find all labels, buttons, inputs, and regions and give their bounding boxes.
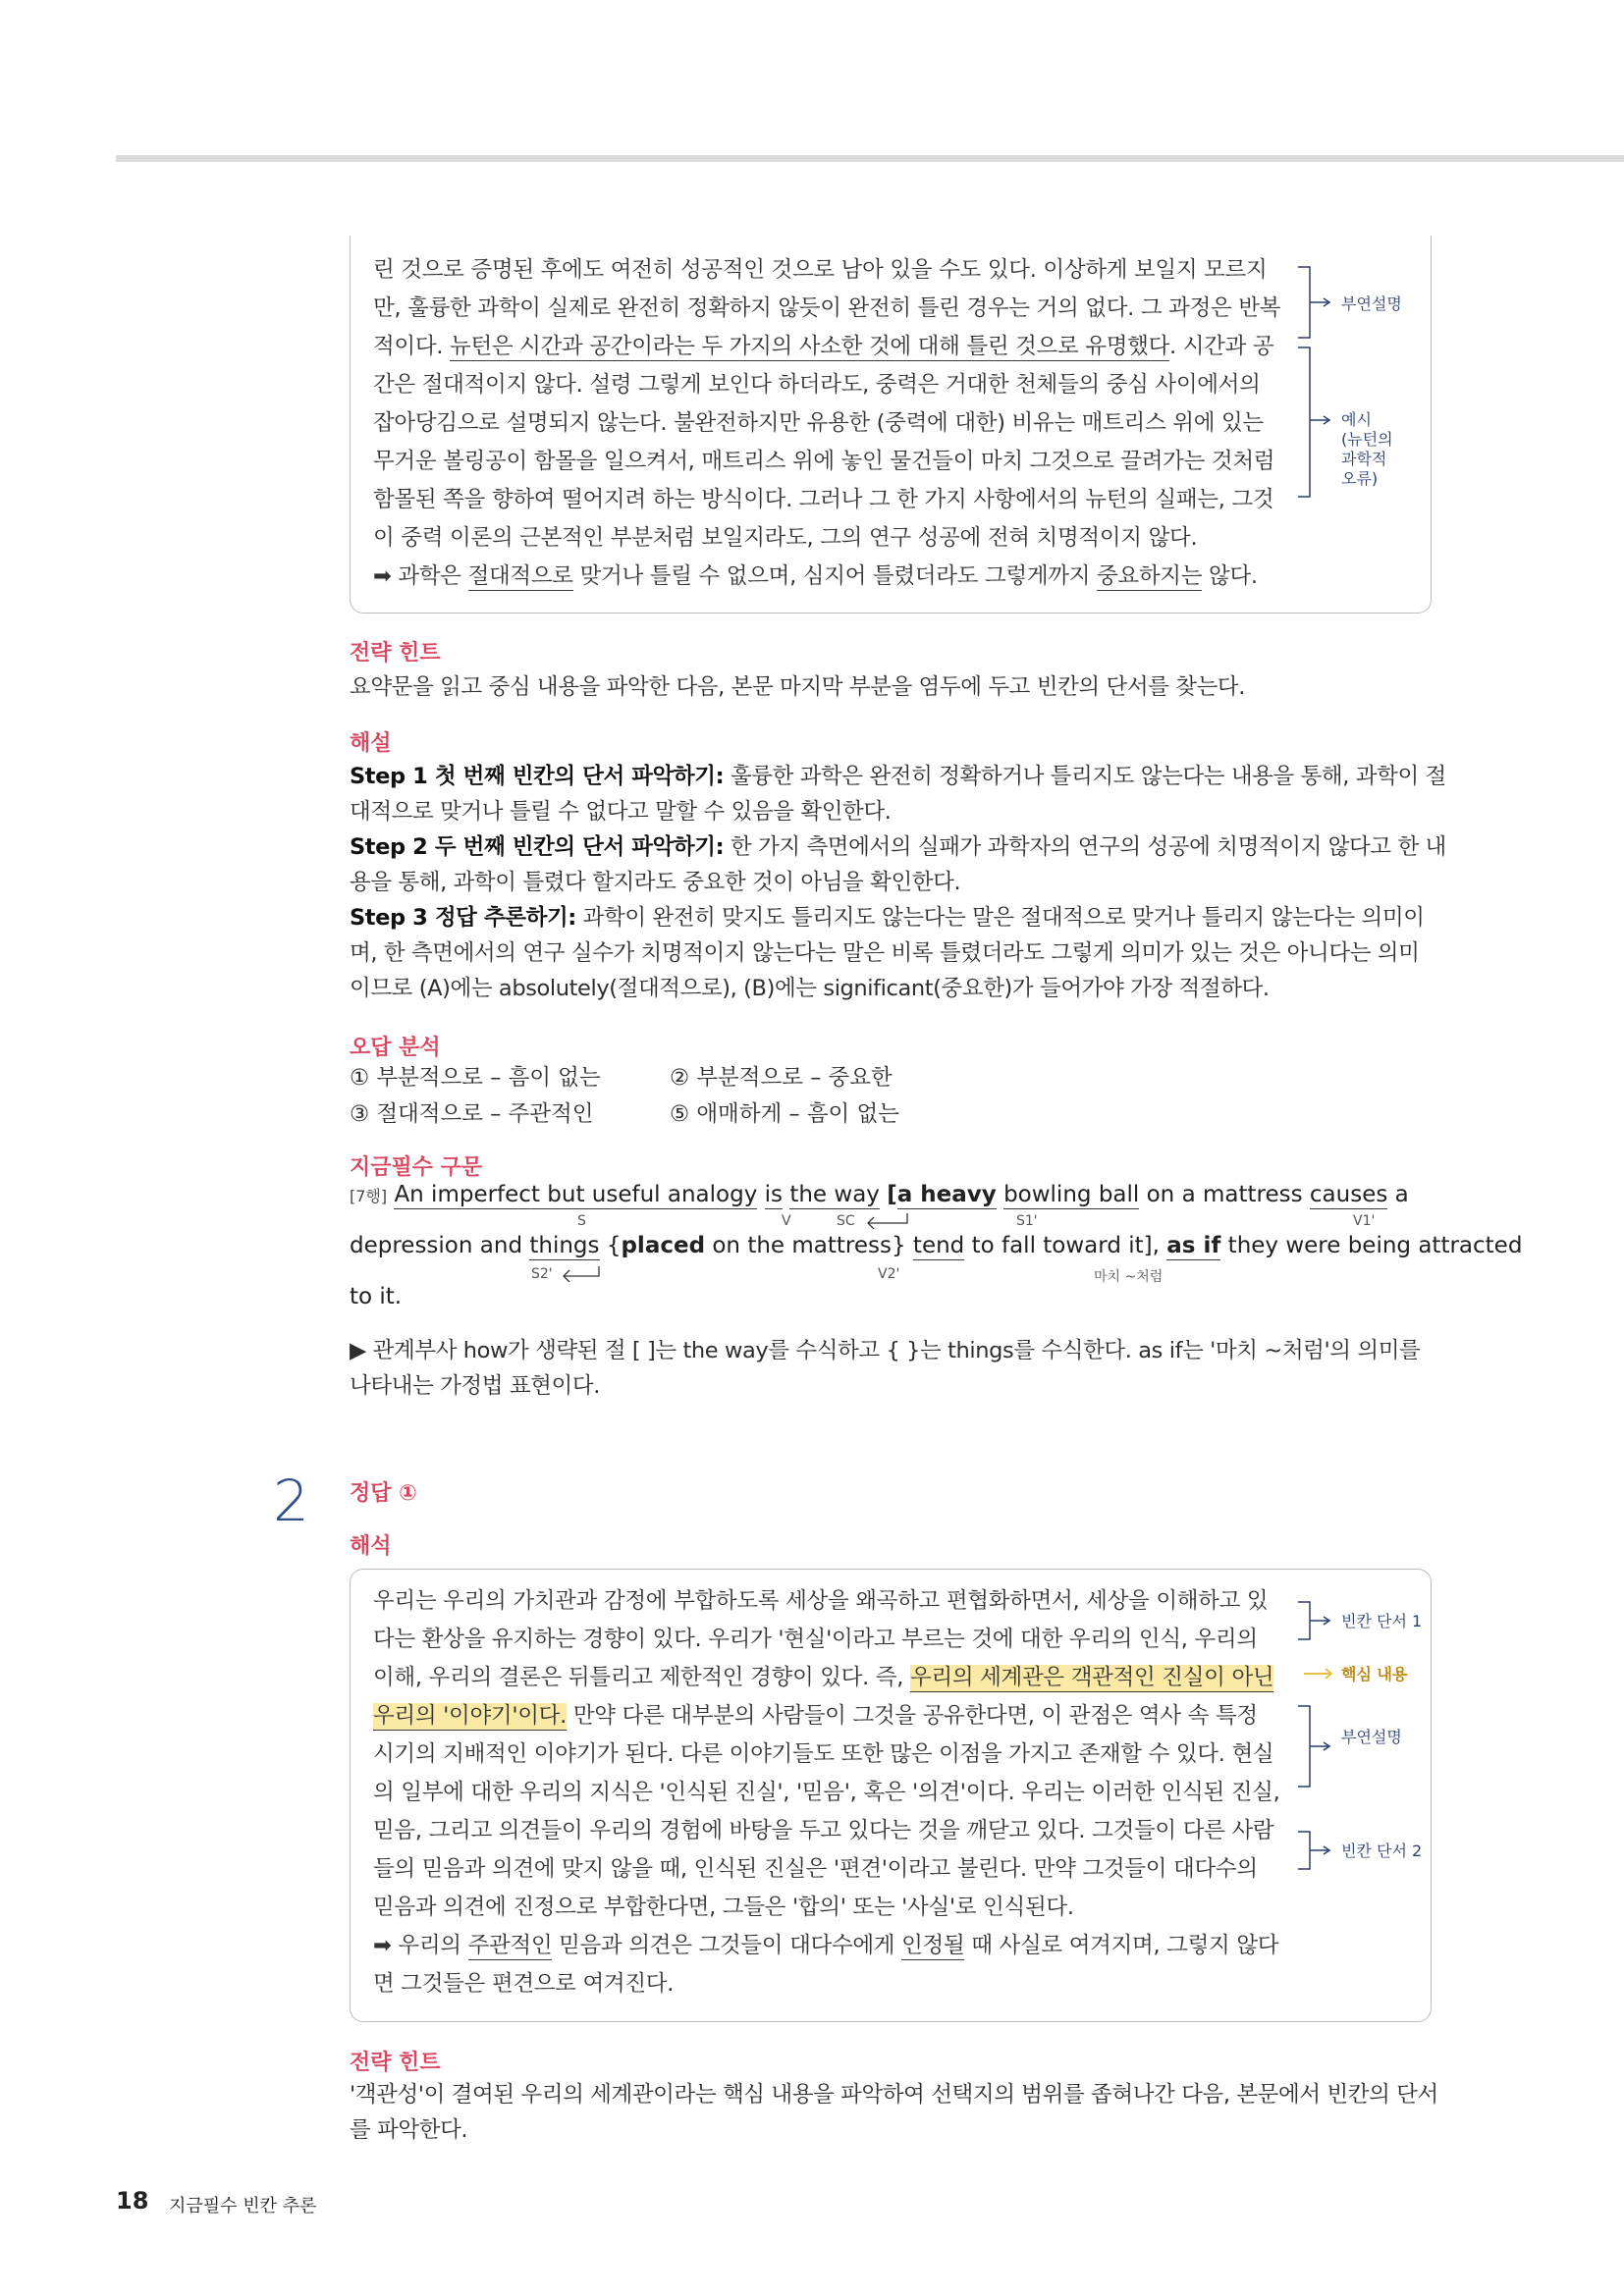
grammar-line-3: to it. bbox=[350, 1284, 403, 1309]
answer-label: 정답 ① bbox=[350, 1481, 417, 1506]
grammar-line-2: depression and things {placed on the mattress} tend to fall toward it], as if they were being attracted bbox=[350, 1233, 1523, 1258]
passage-line: 이 중력 이론의 근본적인 부분처럼 보일지라도, 그의 연구 성공에 전혀 치명적이지 않다. bbox=[373, 525, 1198, 551]
note-elaboration-2: 부연설명 bbox=[1341, 1728, 1402, 1746]
top-rule bbox=[116, 155, 1624, 162]
arrow-icon bbox=[560, 1264, 605, 1282]
grammar-note: ▶ 관계부사 how가 생략된 절 [ ]는 the way를 수식하고 { }는 things를 수식한다. as if는 '마치 ~처럼'의 의미를 나타내는 가정법 표현이다. bbox=[350, 1338, 1421, 1399]
label-subject: S bbox=[577, 1213, 586, 1229]
label-s1: S1' bbox=[1016, 1213, 1038, 1229]
passage-line: 무거운 볼링공이 함몰을 일으켜서, 매트리스 위에 놓인 물건들이 마치 그것으로 끌려가는 것처럼 bbox=[373, 449, 1275, 474]
passage-2-text: 우리는 우리의 가치관과 감정에 부합하도록 세상을 왜곡하고 편협화하면서, 세상을 이해하고 있 다는 환상을 유지하는 경향이 있다. 우리가 '현실'이라고 부르는 것에 대한 우리의 인식, 우리의 이해, 우리의 결론은 뒤틀리고 제한적인 경향이 있다. 즉, 우리의 세계관은 객관적인 진실이 아닌 우리의 '이야기'이다. 만약 다른 대부분의 사람들이 그것을 공유한다면, 이 관점은 역사 속 특정 시기의 지배적인 이야기가 된다. 다른 이야기들도 또한 많은 이점을 가지고 존재할 수 있다. 현실 의 일부에 대한 우리의 지식은 '인식된 진실', '믿음', 혹은 '의견'이다. 우리는 이러한 인식된 진실, 믿음, 그리고 의견들이 우리의 경험에 바탕을 두고 있다는 것을 깨닫고 있다. 그것들이 다른 사람 들의 믿음과 의견에 맞지 않을 때, 인식된 진실은 '편견'이라고 불린다. 만약 그것들이 대다수의 믿음과 의견에 진정으로 부합한다면, 그들은 '합의' 또는 '사실'로 인식된다. ➡ 우리의 주관적인 믿음과 의견은 그것들이 대다수에게 인정될 때 사실로 여겨지며, 그렇지 않다 면 그것들은 편견으로 여겨진다. bbox=[373, 1588, 1280, 1997]
choice-1: ① 부분적으로 – 흠이 없는 bbox=[350, 1065, 601, 1091]
strategy-hint-heading: 전략 힌트 bbox=[350, 641, 441, 666]
label-as-if: 마치 ~처럼 bbox=[1094, 1269, 1164, 1285]
note-example: 예시 (뉴턴의 과학적 오류) bbox=[1341, 410, 1393, 488]
note-key-content: 핵심 내용 bbox=[1341, 1665, 1408, 1683]
passage-line: 린 것으로 증명된 후에도 여전히 성공적인 것으로 남아 있을 수도 있다. 이상하게 보일지 모르지 bbox=[373, 257, 1268, 283]
explanation-text: Step 1 첫 번째 빈칸의 단서 파악하기: 훌륭한 과학은 완전히 정확하거나 틀리지도 않는다는 내용을 통해, 과학이 절 대적으로 맞거나 틀릴 수 없다고 말할 수 있음을 확인한다. Step 2 두 번째 빈칸의 단서 파악하기: 한 가지 측면에서의 실패가 과학자의 연구의 성공에 치명적이지 않다고 한 내 용을 통해, 과학이 틀렸다 할지라도 중요한 것이 아님을 확인한다. Step 3 정답 추론하기: 과학이 완전히 맞지도 틀리지도 않는다는 말은 절대적으로 맞거나 틀리지 않는다는 의미이 며, 한 측면에서의 연구 실수가 치명적이지 않는다는 말은 비록 틀렸더라도 그렇게 의미가 있는 것은 아니다는 의미 이므로 (A)에는 absolutely(절대적으로), (B)에는 significant(중요한)가 들어가야 가장 적절하다. bbox=[350, 764, 1446, 1001]
question-number: 2 bbox=[273, 1468, 309, 1534]
note-elaboration: 부연설명 bbox=[1341, 294, 1402, 313]
book-title: 지금필수 빈칸 추론 bbox=[169, 2196, 317, 2216]
key-construction-heading: 지금필수 구문 bbox=[350, 1155, 483, 1180]
label-verb: V bbox=[782, 1213, 791, 1229]
bracket-icon bbox=[1296, 1598, 1335, 1643]
label-v2: V2' bbox=[878, 1266, 900, 1282]
label-s2: S2' bbox=[531, 1266, 553, 1282]
arrow-icon bbox=[1302, 1667, 1335, 1681]
choice-3: ③ 절대적으로 – 주관적인 bbox=[350, 1101, 594, 1127]
explanation-heading: 해설 bbox=[350, 731, 392, 756]
highlighted-key-content: 우리의 '이야기'이다. bbox=[373, 1703, 567, 1729]
choice-5: ⑤ 애매하게 – 흠이 없는 bbox=[670, 1101, 899, 1127]
passage-line: 만, 훌륭한 과학이 실제로 완전히 정확하지 않듯이 완전히 틀린 경우는 거의 없다. 그 과정은 반복 bbox=[373, 295, 1281, 321]
passage-line: 간은 절대적이지 않다. 설령 그렇게 보인다 하더라도, 중력은 거대한 천체들의 중심 사이에서의 bbox=[373, 372, 1261, 398]
page-number: 18 bbox=[116, 2187, 149, 2215]
translation-heading: 해석 bbox=[350, 1534, 392, 1559]
bracket-icon bbox=[1296, 1828, 1335, 1873]
grammar-line-1: [7행] An imperfect but useful analogy is the way [a heavy bowling ball on a mattress causes a bbox=[350, 1182, 1409, 1207]
highlighted-key-content: 우리의 세계관은 객관적인 진실이 아닌 bbox=[909, 1665, 1274, 1690]
passage-line: 함몰된 쪽을 향하여 떨어지려 하는 방식이다. 그러나 그 한 가지 사항에서의 뉴턴의 실패는, 그것 bbox=[373, 487, 1274, 512]
passage-1-text bbox=[373, 251, 1280, 596]
bracket-icon bbox=[1296, 344, 1335, 501]
summary-line: ➡ 과학은 절대적으로 맞거나 틀릴 수 없으며, 심지어 틀렸더라도 그렇게까지 중요하지는 않다. bbox=[373, 563, 1258, 589]
note-clue-2: 빈칸 단서 2 bbox=[1341, 1842, 1423, 1860]
passage-line: 잡아당김으로 설명되지 않는다. 불완전하지만 유용한 (중력에 대한) 비유는 매트리스 위에 있는 bbox=[373, 410, 1264, 436]
strategy-hint-heading-2: 전략 힌트 bbox=[350, 2051, 441, 2075]
strategy-hint-text: 요약문을 읽고 중심 내용을 파악한 다음, 본문 마지막 부분을 염두에 두고 빈칸의 단서를 찾는다. bbox=[350, 674, 1246, 700]
arrow-icon bbox=[864, 1211, 913, 1229]
bracket-icon bbox=[1296, 263, 1335, 342]
bracket-icon bbox=[1296, 1702, 1335, 1790]
label-v1: V1' bbox=[1353, 1213, 1376, 1229]
underlined-clue: 뉴턴은 시간과 공간이라는 두 가지의 사소한 것에 대해 틀린 것으로 유명했다 bbox=[450, 334, 1170, 359]
summary-line: ➡ 우리의 주관적인 믿음과 의견은 그것들이 대다수에게 인정될 때 사실로 여겨지며, 그렇지 않다 bbox=[373, 1933, 1279, 1958]
strategy-hint-text-2: '객관성'이 결여된 우리의 세계관이라는 핵심 내용을 파악하여 선택지의 범위를 좁혀나간 다음, 본문에서 빈칸의 단서 를 파악한다. bbox=[350, 2082, 1438, 2143]
choice-2: ② 부분적으로 – 중요한 bbox=[670, 1065, 893, 1091]
note-clue-1: 빈칸 단서 1 bbox=[1341, 1612, 1423, 1630]
passage-line: 적이다. 뉴턴은 시간과 공간이라는 두 가지의 사소한 것에 대해 틀린 것으로 유명했다. 시간과 공 bbox=[373, 334, 1274, 359]
label-complement: SC bbox=[837, 1213, 855, 1229]
wrong-answer-heading: 오답 분석 bbox=[350, 1036, 441, 1060]
